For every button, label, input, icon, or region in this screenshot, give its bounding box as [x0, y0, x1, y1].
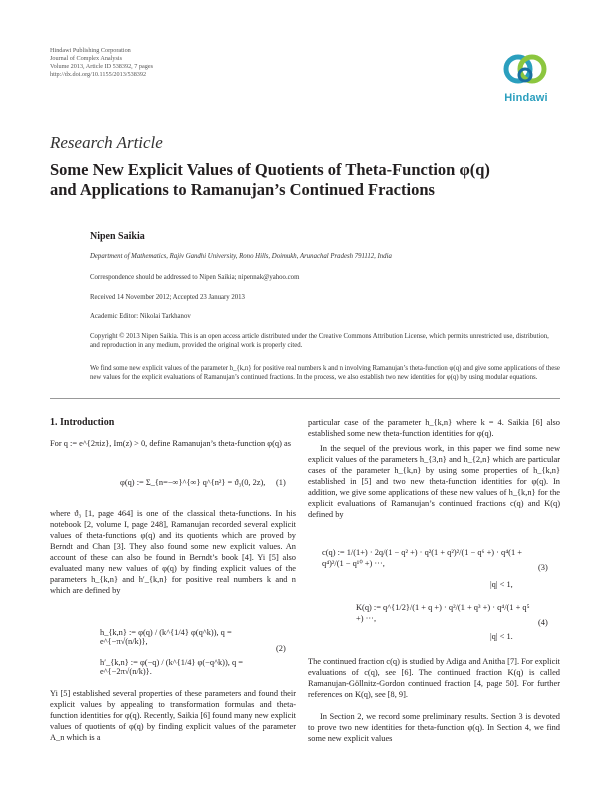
publisher: Hindawi Publishing Corporation [50, 47, 131, 54]
article-type: Research Article [50, 133, 163, 152]
journal-header [50, 47, 153, 79]
copyright-notice: Copyright © 2013 Nipen Saikia. This is an open access article distributed under the Creative Commons Attribution License, which permits unrestricted use, distribution, and reproduction in any medium, provided the original work is properly cited. [90, 333, 549, 349]
author-name: Nipen Saikia [90, 231, 145, 242]
affiliation: Department of Mathematics, Rajiv Gandhi University, Rono Hills, Doimukh, Arunachal Pradesh 791112, India [90, 253, 392, 260]
equation-number-2: (2) [276, 644, 286, 653]
intro-paragraph-1: For q := e^{2πiz}, Im(z) > 0, define Ramanujan’s theta-function φ(q) as [50, 439, 291, 448]
equation-2a: h_{k,n} := φ(q) / (k^{1/4} φ(q^k)), q = e^{−π√(n/k)}, [100, 628, 232, 646]
right-paragraph-1: particular case of the parameter h_{k,n} where k = 4. Saikia [6] also established some new theta-function identities for φ(q). [308, 418, 560, 438]
right-paragraph-3: The continued fraction c(q) is studied by Adiga and Anitha [7]. For explicit evaluations of c(q), see [6]. The continued fraction K(q) is called Ramanujan-Göllnitz-Gordon continued fraction [4, page 50]. For further references on K(q), see [8, 9]. [308, 657, 560, 699]
equation-4: K(q) := q^{1/2}/(1 + q +) · q²/(1 + q³ +) · q⁴/(1 + q⁵ +) ···, [356, 603, 530, 623]
hindawi-logo-text: Hindawi [504, 92, 548, 104]
equation-2b: h′_{k,n} := φ(−q) / (k^{1/4} φ(−q^k)), q = e^{−2π√(n/k)}. [100, 658, 243, 676]
academic-editor: Academic Editor: Nikolai Tarkhanov [90, 313, 191, 320]
section-heading: 1. Introduction [50, 417, 115, 428]
title-line-2: and Applications to Ramanujan’s Continued Fractions [50, 180, 435, 199]
volume-info: Volume 2013, Article ID 538392, 7 pages [50, 63, 153, 70]
equation-4-condition: |q| < 1. [490, 632, 513, 641]
paper-title [50, 160, 570, 200]
equation-3-condition: |q| < 1, [490, 580, 513, 589]
equation-1: φ(q) := Σ_{n=−∞}^{∞} q^{n²} = ϑ₃(0, 2z), [120, 478, 266, 487]
right-paragraph-4: In Section 2, we record some preliminary results. Section 3 is devoted to prove two new identities for theta-function φ(q). In Section 4, we find some new explicit values [308, 712, 560, 743]
equation-number-1: (1) [276, 478, 286, 487]
equation-number-4: (4) [538, 618, 548, 627]
correspondence: Correspondence should be addressed to Nipen Saikia; nipennak@yahoo.com [90, 274, 300, 281]
title-line-1: Some New Explicit Values of Quotients of Theta-Function φ(q) [50, 160, 490, 179]
equation-number-3: (3) [538, 563, 548, 572]
right-paragraph-2: In the sequel of the previous work, in this paper we find some new explicit values of the parameters h_{3,n} and h_{2,n} which are particular cases of the parameter h_{k,n} by using some properties of h_{k,n} established in [5] and two new theta-function identities for φ(q). In addition, we give some applications of these new values of h_{k,n} for the explicit evaluations of Ramanujan’s continued fractions c(q) and K(q) defined by [308, 444, 560, 519]
doi-link[interactable]: http://dx.doi.org/10.1155/2013/538392 [50, 71, 147, 78]
intro-paragraph-2: where ϑ₃ [1, page 464] is one of the classical theta-functions. In his notebook [2, volume I, page 248], Ramanujan recorded several explicit values of theta-functions φ(q) and its quotients which are proved by Berndt and Chan [3]. They also found some new explicit values. An account of these can also be found in Berndt’s book [4]. Yi [5] also evaluated many new values of φ(q) by finding explicit values of the parameters h_{k,n} and h′_{k,n} for positive real numbers k and n which are defined by [50, 509, 296, 595]
divider [50, 398, 560, 399]
equation-3: c(q) := 1/(1+) · 2q/(1 − q² +) · q²(1 + q²)²/(1 − q⁶ +) · q⁴(1 + q⁴)²/(1 − q¹⁰ +) ···, [322, 548, 522, 568]
received-accepted-dates: Received 14 November 2012; Accepted 23 January 2013 [90, 294, 245, 301]
intro-paragraph-3: Yi [5] established several properties of these parameters and found their explicit values by appealing to transformation formulas and theta-function identities for φ(q). Recently, Saikia [6] found many new explicit values of quotients of φ(q) by finding explicit values of the parameter A_n which is a [50, 689, 296, 742]
abstract: We find some new explicit values of the parameter h_{k,n} for positive real numbers k and n involving Ramanujan’s theta-function φ(q) and give some applications of these new values for the explicit evaluations of Ramanujan’s continued fractions. In the process, we also establish two new identities for φ(q) by using modular equations. [90, 365, 560, 381]
journal-name: Journal of Complex Analysis [50, 55, 123, 62]
